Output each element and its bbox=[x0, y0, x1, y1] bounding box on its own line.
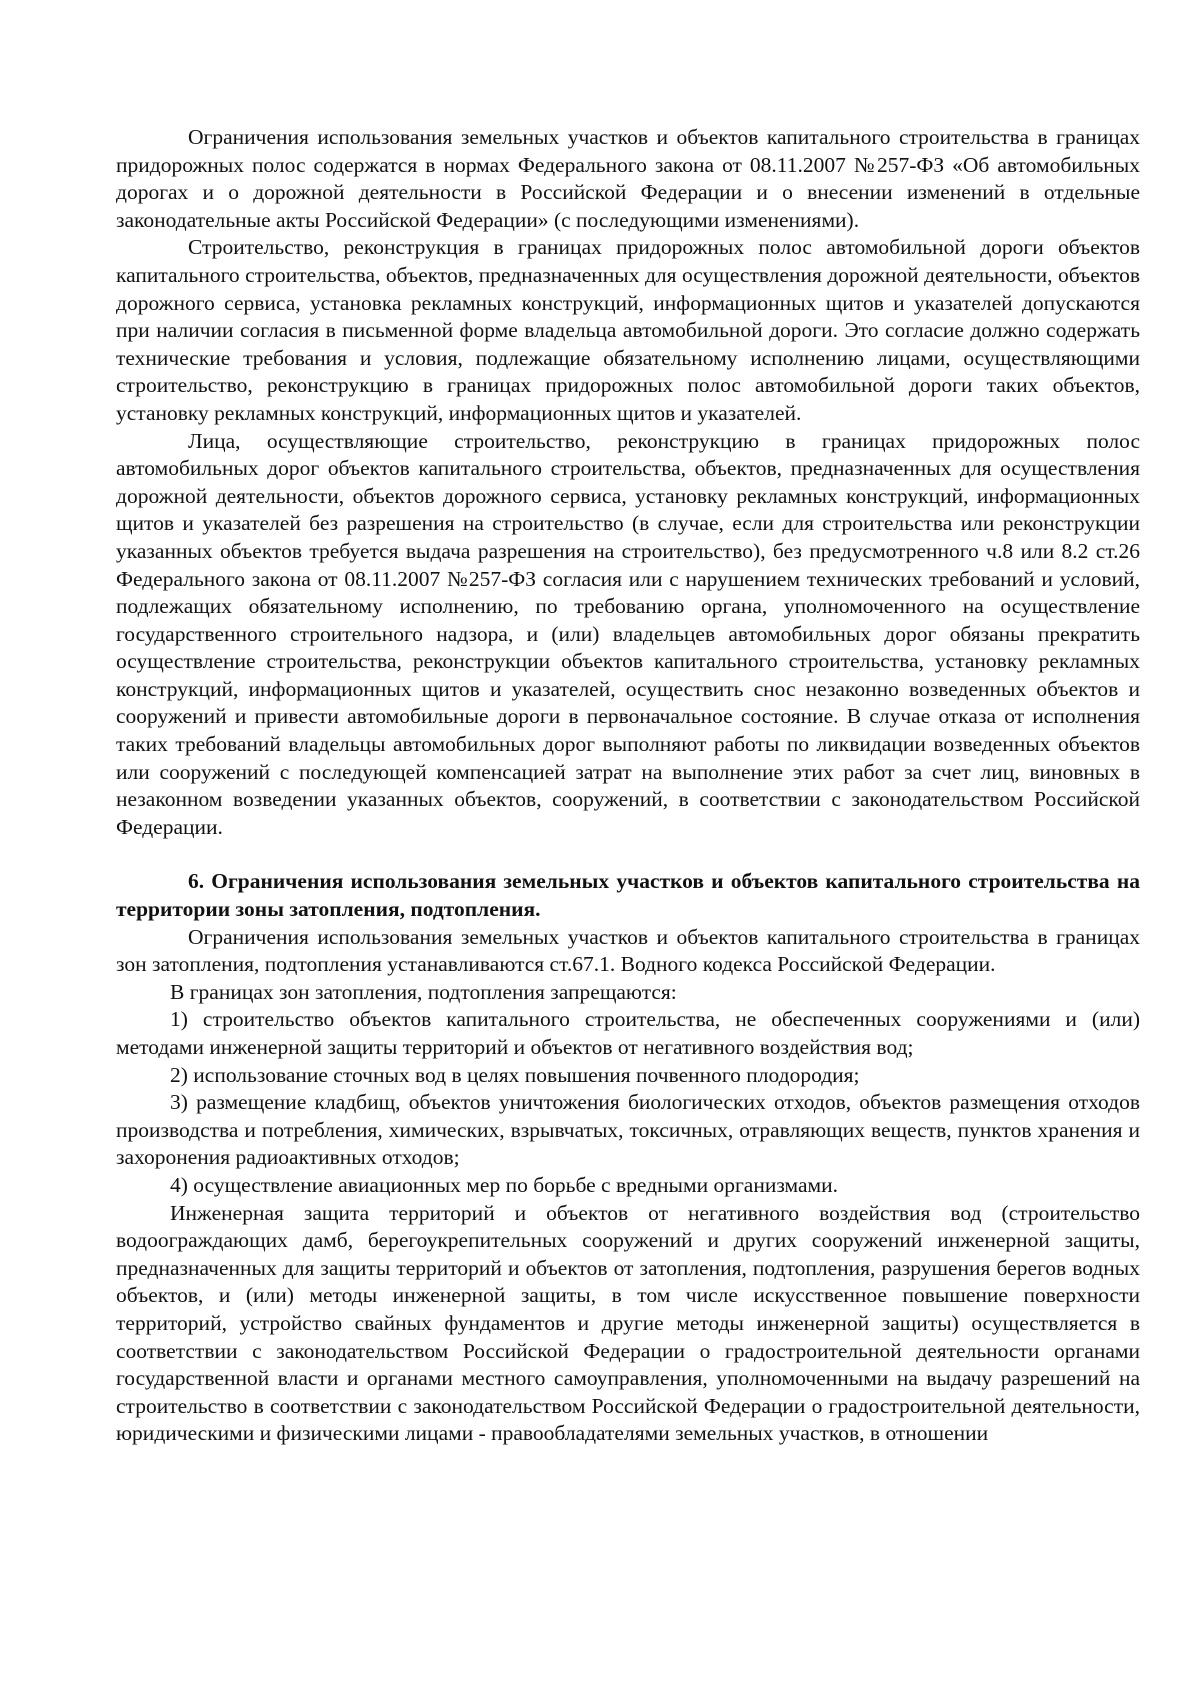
paragraph-roadside-violations: Лица, осуществляющие строительство, реконструкцию в границах придорожных полос автомобильных дорог объектов капитального строительства, объектов, предназначенных для осуществления дорожной деятельности, объектов дорожного сервиса, установку рекламных конструкций, информационных щитов и указателей без разрешения на строительство (в случае, если для строительства или реконструкции указанных объектов требуется выдача разрешения на строительство), без предусмотренного ч.8 или 8.2 ст.26 Федерального закона от 08.11.2007 №257-ФЗ согласия или с нарушением технических требований и условий, подлежащих обязательному исполнению, по требованию органа, уполномоченного на осуществление государственного строительного надзора, и (или) владельцев автомобильных дорог обязаны прекратить осуществление строительства, реконструкции объектов капитального строительства, установку рекламных конструкций, информационных щитов и указателей, осуществить снос незаконно возведенных объектов и сооружений и привести автомобильные дороги в первоначальное состояние. В случае отказа от исполнения таких требований владельцы автомобильных дорог выполняют работы по ликвидации возведенных объектов или сооружений с последующей компенсацией затрат на выполнение этих работ за счет лиц, виновных в незаконном возведении указанных объектов, сооружений, в соответствии с законодательством Российской Федерации. bbox=[116, 428, 1140, 839]
section-6-heading: 6. Ограничения использования земельных участков и объектов капитального строительства на территории зоны затопления, подтопления. bbox=[116, 869, 1140, 922]
list-item-prohibition-3: 3) размещение кладбищ, объектов уничтожения биологических отходов, объектов размещения отходов производства и потребления, химических, взрывчатых, токсичных, отравляющих веществ, пунктов хранения и захоронения радиоактивных отходов; bbox=[116, 1090, 1140, 1170]
paragraph-prohibited-lead: В границах зон затопления, подтопления запрещаются: bbox=[170, 979, 677, 1004]
paragraph-roadside-restrictions: Ограничения использования земельных участков и объектов капитального строительства в границах придорожных полос содержатся в нормах Федерального закона от 08.11.2007 №257-ФЗ «Об автомобильных дорогах и о дорожной деятельности в Российской Федерации и о внесении изменений в отдельные законодательные акты Российской Федерации» (с последующими изменениями). bbox=[116, 125, 1140, 232]
list-item-prohibition-4: 4) осуществление авиационных мер по борьбе с вредными организмами. bbox=[170, 1172, 839, 1197]
paragraph-flood-zone-intro: Ограничения использования земельных участков и объектов капитального строительства в границах зон затопления, подтопления устанавливаются ст.67.1. Водного кодекса Российской Федерации. bbox=[116, 924, 1140, 977]
paragraph-roadside-construction: Строительство, реконструкция в границах придорожных полос автомобильной дороги объектов капитального строительства, объектов, предназначенных для осуществления дорожной деятельности, объектов дорожного сервиса, установка рекламных конструкций, информационных щитов и указателей допускаются при наличии согласия в письменной форме владельца автомобильной дороги. Это согласие должно содержать технические требования и условия, подлежащие обязательному исполнению лицами, осуществляющими строительство, реконструкцию в границах придорожных полос автомобильной дороги таких объектов, установку рекламных конструкций, информационных щитов и указателей. bbox=[116, 235, 1140, 425]
list-item-prohibition-1: 1) строительство объектов капитального строительства, не обеспеченных сооружениями и (или) методами инженерной защиты территорий и объектов от негативного воздействия вод; bbox=[116, 1007, 1140, 1059]
paragraph-engineering-protection: Инженерная защита территорий и объектов от негативного воздействия вод (строительство водоограждающих дамб, берегоукрепительных сооружений и других сооружений инженерной защиты, предназначенных для защиты территорий и объектов от затопления, подтопления, разрушения берегов водных объектов, и (или) методы инженерной защиты, в том числе искусственное повышение поверхности территорий, устройство свайных фундаментов и другие методы инженерной защиты) осуществляется в соответствии с законодательством Российской Федерации о градостроительной деятельности органами государственной власти и органами местного самоуправления, уполномоченными на выдачу разрешений на строительство в соответствии с законодательством Российской Федерации о градостроительной деятельности, юридическими и физическими лицами - правообладателями земельных участков, в отношении bbox=[116, 1200, 1140, 1446]
list-item-prohibition-2: 2) использование сточных вод в целях повышения почвенного плодородия; bbox=[170, 1062, 860, 1087]
